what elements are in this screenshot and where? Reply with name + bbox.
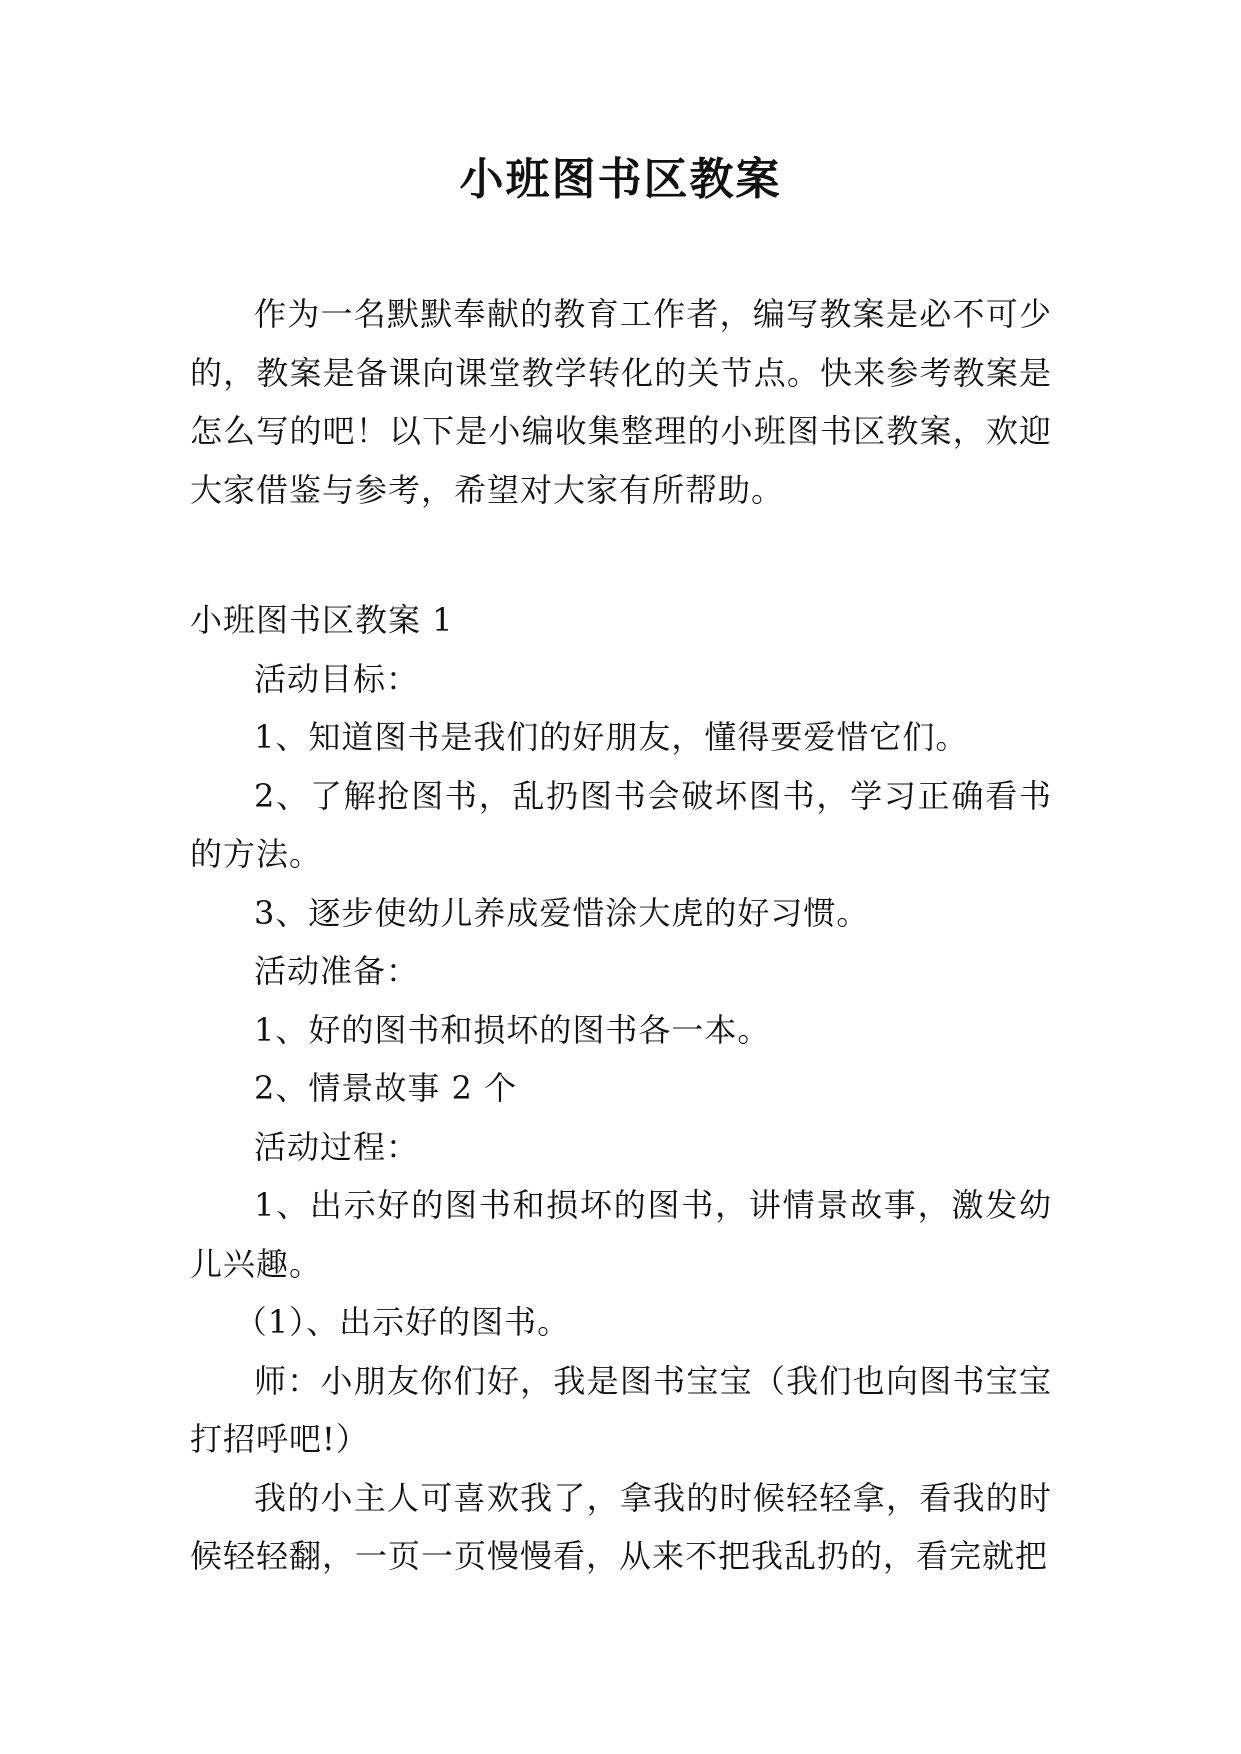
document-title: 小班图书区教案 (459, 154, 782, 205)
paragraph-process-1: 1、出示好的图书和损坏的图书，讲情景故事，激发幼儿兴趣。 (190, 1186, 1052, 1283)
paragraph-preparation-1: 1、好的图书和损坏的图书各一本。 (254, 1010, 771, 1049)
intro-paragraph: 作为一名默默奉献的教育工作者，编写教案是必不可少的，教案是备课向课堂教学转化的关节点。快来参考教案是怎么写的吧！以下是小编收集整理的小班图书区教案，欢迎大家借鉴与参考，希望对大家有所帮助。 (190, 295, 1052, 509)
paragraph-goal-3: 3、逐步使幼儿养成爱惜涂大虎的好习惯。 (254, 893, 870, 932)
paragraph-preparation-label: 活动准备： (254, 952, 420, 990)
paragraph-process-label: 活动过程： (254, 1127, 420, 1166)
section-gap (190, 519, 1052, 591)
paragraph-story: 我的小主人可喜欢我了，拿我的时候轻轻拿，看我的时候轻轻翻，一页一页慢慢看，从来不把我乱扔的，看完就把 (190, 1478, 1052, 1575)
paragraph-goal-2: 2、了解抢图书，乱扔图书会破坏图书，学习正确看书的方法。 (190, 776, 1052, 873)
paragraph-activity-goals-label: 活动目标： (254, 659, 420, 698)
paragraph-teacher-line: 师：小朋友你们好，我是图书宝宝（我们也向图书宝宝打招呼吧!） (190, 1361, 1052, 1458)
paragraph-goal-1: 1、知道图书是我们的好朋友，懂得要爱惜它们。 (254, 718, 969, 756)
document-body (190, 285, 1052, 1586)
paragraph-preparation-2: 2、情景故事 2 个 (254, 1069, 518, 1107)
section-heading: 小班图书区教案 1 (190, 601, 454, 639)
paragraph-process-1-sub: （1）、出示好的图书。 (234, 1303, 571, 1341)
